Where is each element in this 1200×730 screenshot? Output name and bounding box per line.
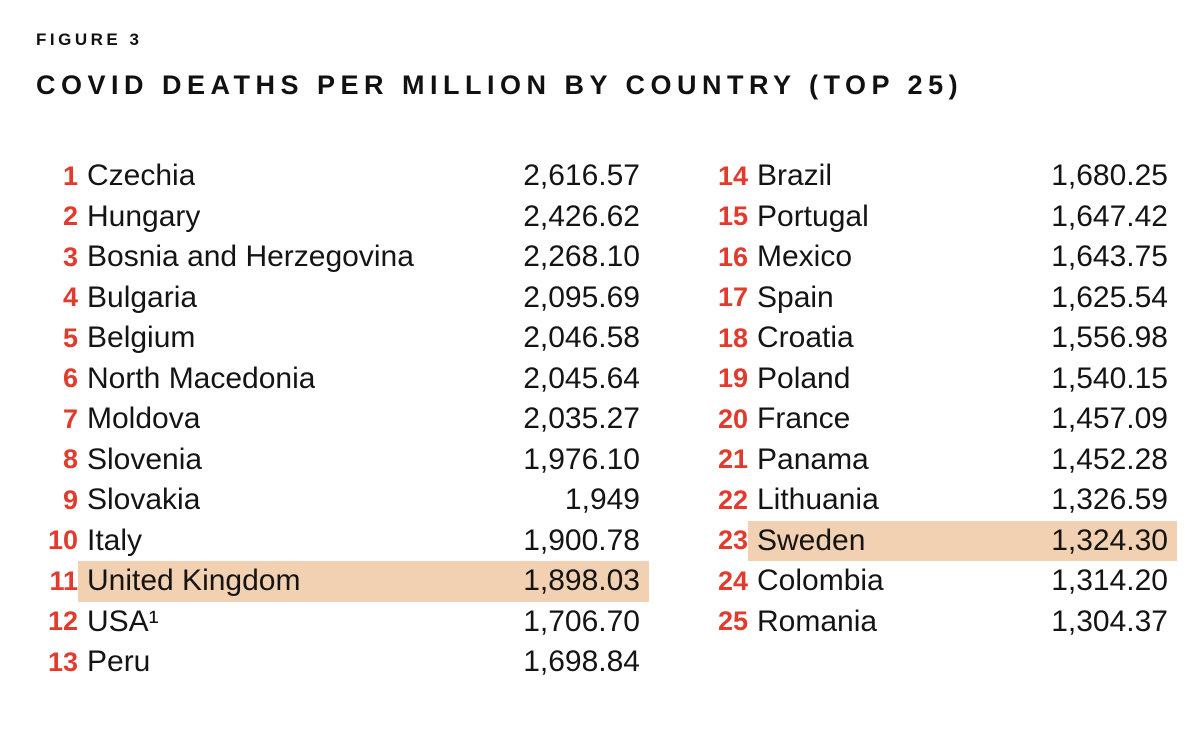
table-row [36,399,649,440]
row-body [748,480,1177,521]
rank-number: 22 [717,484,748,515]
country-name: Brazil [757,159,833,193]
country-name: Moldova [87,402,201,436]
deaths-value: 1,540.15 [1051,361,1168,395]
rank-number: 19 [717,363,748,394]
deaths-value: 2,426.62 [523,199,640,233]
country-name: Poland [757,361,851,395]
table-row [36,602,649,643]
rank-number: 11 [49,565,78,596]
table-row [36,521,649,562]
row-body [78,156,649,197]
deaths-value: 1,625.54 [1051,280,1168,314]
rank-number: 9 [62,484,78,515]
country-name: Slovenia [87,442,203,476]
country-name: Lithuania [757,483,879,517]
table-row [36,440,649,481]
country-name: Czechia [87,159,196,193]
ranking-column-right [706,156,1177,683]
country-name: Bulgaria [87,280,198,314]
country-name: Peru [87,645,151,679]
table-row [36,237,649,278]
deaths-value: 1,698.84 [523,645,640,679]
ranking-columns [36,156,1177,683]
table-row [36,197,649,238]
rank-number: 25 [717,606,748,637]
country-name: Mexico [757,240,853,274]
row-body [748,521,1177,562]
table-row [36,156,649,197]
table-row [36,278,649,319]
row-body [748,399,1177,440]
row-body [78,521,649,562]
row-body [748,602,1177,643]
rank-number: 17 [717,282,748,313]
deaths-value: 1,314.20 [1051,564,1168,598]
rank-number: 12 [47,606,78,637]
table-row [706,521,1177,562]
figure-title: COVID DEATHS PER MILLION BY COUNTRY (TOP 25) [36,70,964,100]
deaths-value: 2,268.10 [523,240,640,274]
deaths-value: 2,046.58 [523,321,640,355]
country-name: Colombia [757,564,884,598]
deaths-value: 2,095.69 [523,280,640,314]
rank-number: 18 [717,322,748,353]
deaths-value: 1,324.30 [1051,523,1168,557]
country-name: Italy [87,523,143,557]
row-body [78,642,649,683]
table-row [36,359,649,400]
row-body [78,440,649,481]
country-name: Sweden [757,523,866,557]
country-name: Slovakia [87,483,201,517]
table-row [706,602,1177,643]
rank-number: 6 [62,363,78,394]
row-body [748,278,1177,319]
deaths-value: 2,616.57 [523,159,640,193]
country-name: France [757,402,851,436]
row-body [78,278,649,319]
deaths-value: 2,045.64 [523,361,640,395]
country-name: United Kingdom [87,564,301,598]
rank-number: 10 [47,525,78,556]
deaths-value: 1,452.28 [1051,442,1168,476]
row-body [748,561,1177,602]
row-body [748,237,1177,278]
table-row [706,359,1177,400]
table-row [706,561,1177,602]
rank-number: 7 [62,403,78,434]
rank-number: 14 [717,160,748,191]
table-row [36,480,649,521]
deaths-value: 1,898.03 [523,564,640,598]
deaths-value: 2,035.27 [523,402,640,436]
deaths-value: 1,457.09 [1051,402,1168,436]
country-name: Portugal [757,199,869,233]
country-name: Bosnia and Herzegovina [87,240,414,274]
deaths-value: 1,326.59 [1051,483,1168,517]
row-body [78,197,649,238]
deaths-value: 1,976.10 [523,442,640,476]
rank-number: 8 [62,444,78,475]
country-name: Croatia [757,321,854,355]
row-body [748,156,1177,197]
ranking-column-left [36,156,649,683]
table-row [706,237,1177,278]
rank-number: 16 [717,241,748,272]
rank-number: 3 [62,241,78,272]
row-body [78,480,649,521]
row-body [748,318,1177,359]
table-row [706,156,1177,197]
country-name: North Macedonia [87,361,316,395]
rank-number: 23 [717,525,748,556]
row-body [78,359,649,400]
deaths-value: 1,647.42 [1051,199,1168,233]
table-row [36,318,649,359]
rank-number: 4 [62,282,78,313]
row-body [78,399,649,440]
deaths-value: 1,643.75 [1051,240,1168,274]
country-name: USA¹ [87,604,159,638]
rank-number: 21 [717,444,748,475]
table-row [706,278,1177,319]
table-row [36,561,649,602]
country-name: Hungary [87,199,201,233]
row-body [748,440,1177,481]
table-row [706,480,1177,521]
rank-number: 5 [62,322,78,353]
table-row [706,440,1177,481]
rank-number: 20 [717,403,748,434]
table-row [706,197,1177,238]
table-row [706,318,1177,359]
rank-number: 13 [47,646,78,677]
deaths-value: 1,706.70 [523,604,640,638]
row-body [748,359,1177,400]
deaths-value: 1,304.37 [1051,604,1168,638]
table-row [36,642,649,683]
deaths-value: 1,900.78 [523,523,640,557]
figure-label: FIGURE 3 [36,30,143,49]
rank-number: 1 [62,160,78,191]
rank-number: 24 [717,565,748,596]
rank-number: 15 [717,201,748,232]
row-body [78,237,649,278]
row-body [78,318,649,359]
deaths-value: 1,949 [564,483,640,517]
deaths-value: 1,680.25 [1051,159,1168,193]
row-body [78,602,649,643]
row-body [748,197,1177,238]
country-name: Romania [757,604,878,638]
deaths-value: 1,556.98 [1051,321,1168,355]
country-name: Spain [757,280,834,314]
rank-number: 2 [62,201,78,232]
country-name: Panama [757,442,869,476]
row-body [78,561,649,602]
country-name: Belgium [87,321,196,355]
table-row [706,399,1177,440]
